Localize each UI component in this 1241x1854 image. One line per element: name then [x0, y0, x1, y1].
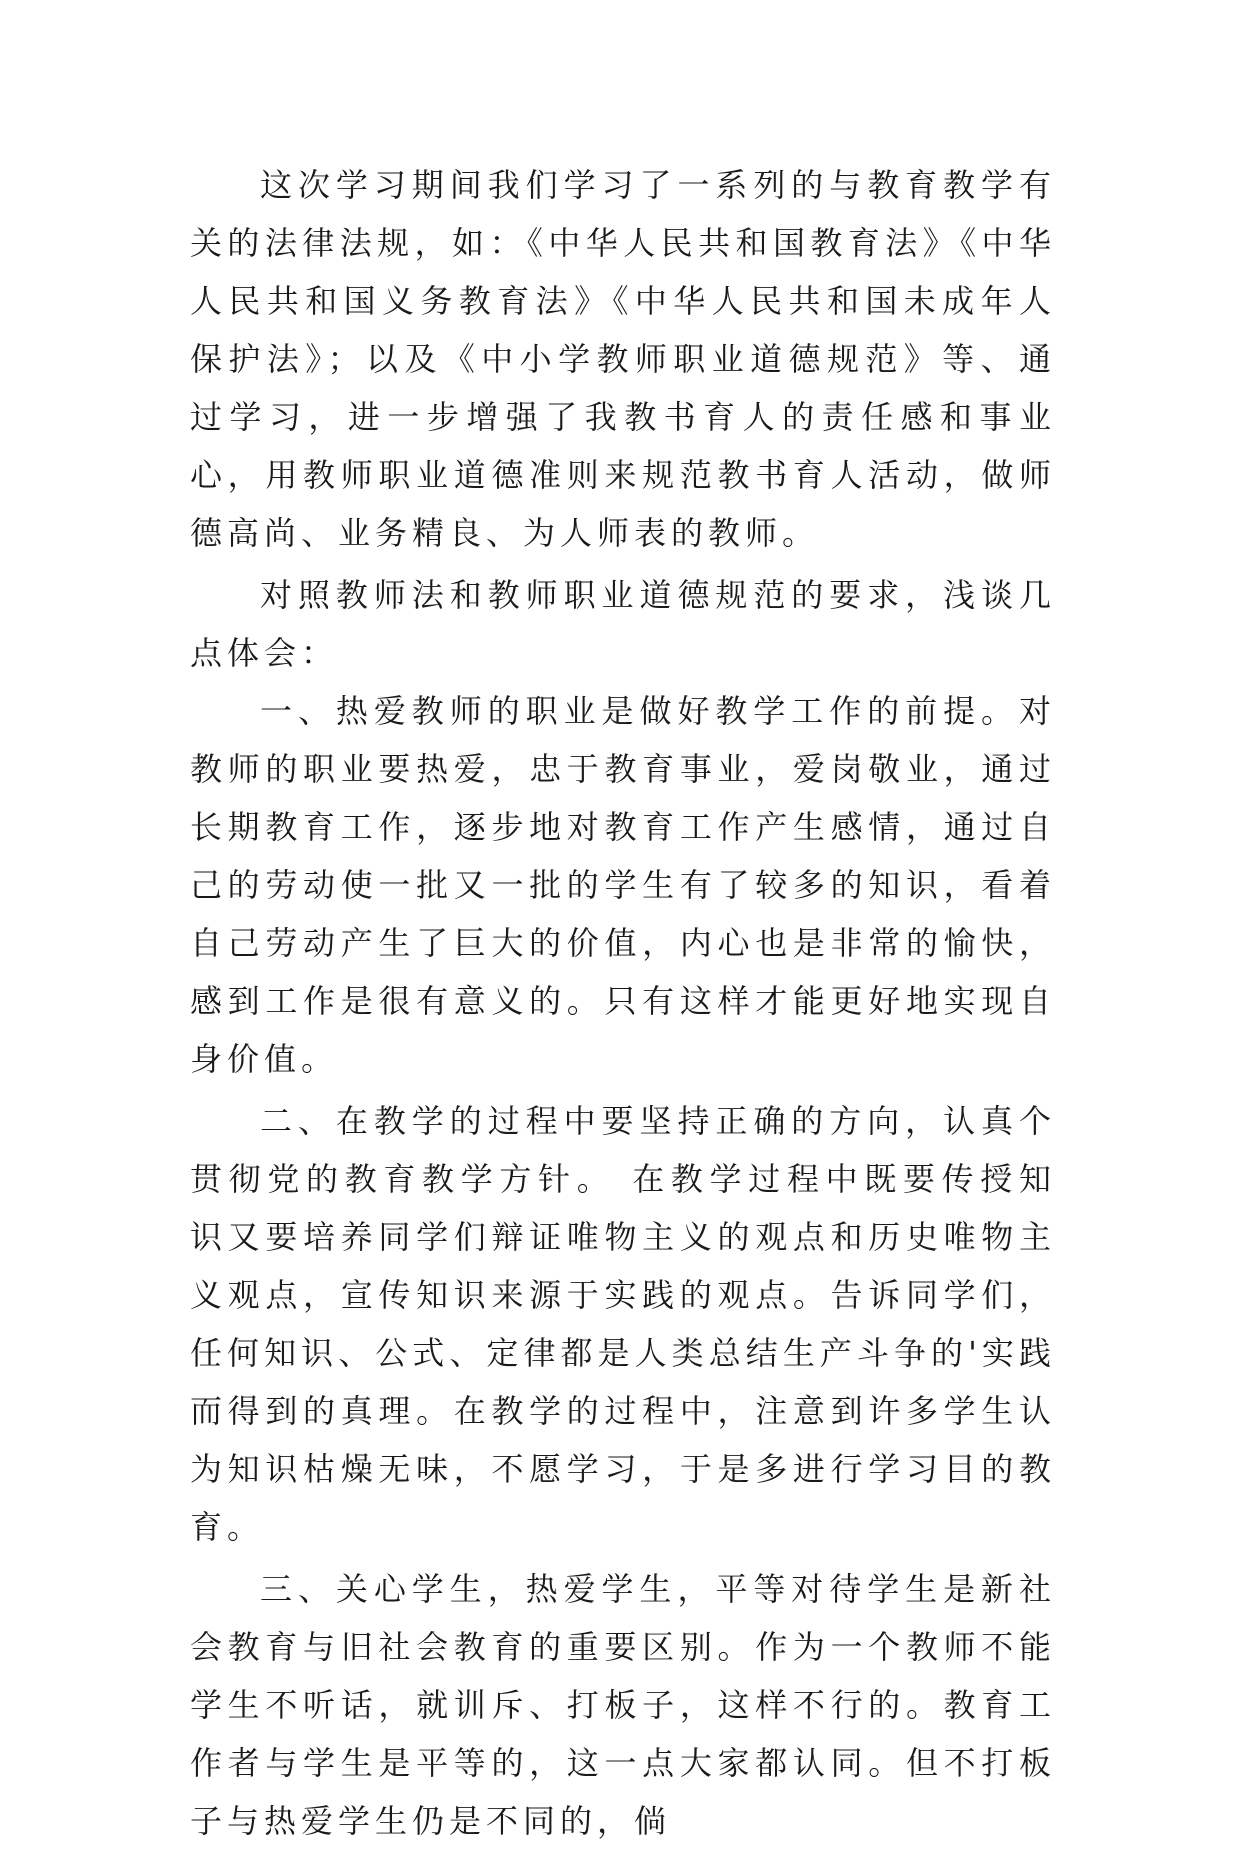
- paragraph-point-two: 二、在教学的过程中要坚持正确的方向，认真个贯彻党的教育教学方针。 在教学过程中既要传授知识又要培养同学们辩证唯物主义的观点和历史唯物主义观点，宣传知识来源于实践的观点。告诉同学们，任何知识、公式、定律都是人类总结生产斗争的'实践而得到的真理。在教学的过程中，注意到许多学生认为知识枯燥无味，不愿学习，于是多进行学习目的教育。: [190, 1102, 1056, 1546]
- paragraph-point-three: 三、关心学生，热爱学生，平等对待学生是新社会教育与旧社会教育的重要区别。作为一个教师不能学生不听话，就训斥、打板子，这样不行的。教育工作者与学生是平等的，这一点大家都认同。但不打板子与热爱学生仍是不同的，倘: [190, 1570, 1056, 1840]
- paragraph-lead-in: 对照教师法和教师职业道德规范的要求，浅谈几点体会：: [190, 576, 1056, 672]
- paragraph-intro: 这次学习期间我们学习了一系列的与教育教学有关的法律法规，如：《中华人民共和国教育法》《中华人民共和国义务教育法》《中华人民共和国未成年人保护法》；以及《中小学教师职业道德规范》等、通过学习，进一步增强了我教书育人的责任感和事业心，用教师职业道德准则来规范教书育人活动，做师德高尚、业务精良、为人师表的教师。: [190, 166, 1056, 552]
- paragraph-point-one: 一、热爱教师的职业是做好教学工作的前提。对教师的职业要热爱，忠于教育事业，爱岗敬业，通过长期教育工作，逐步地对教育工作产生感情，通过自己的劳动使一批又一批的学生有了较多的知识，看着自己劳动产生了巨大的价值，内心也是非常的愉快，感到工作是很有意义的。只有这样才能更好地实现自身价值。: [190, 692, 1056, 1078]
- document-body: [190, 156, 1056, 1854]
